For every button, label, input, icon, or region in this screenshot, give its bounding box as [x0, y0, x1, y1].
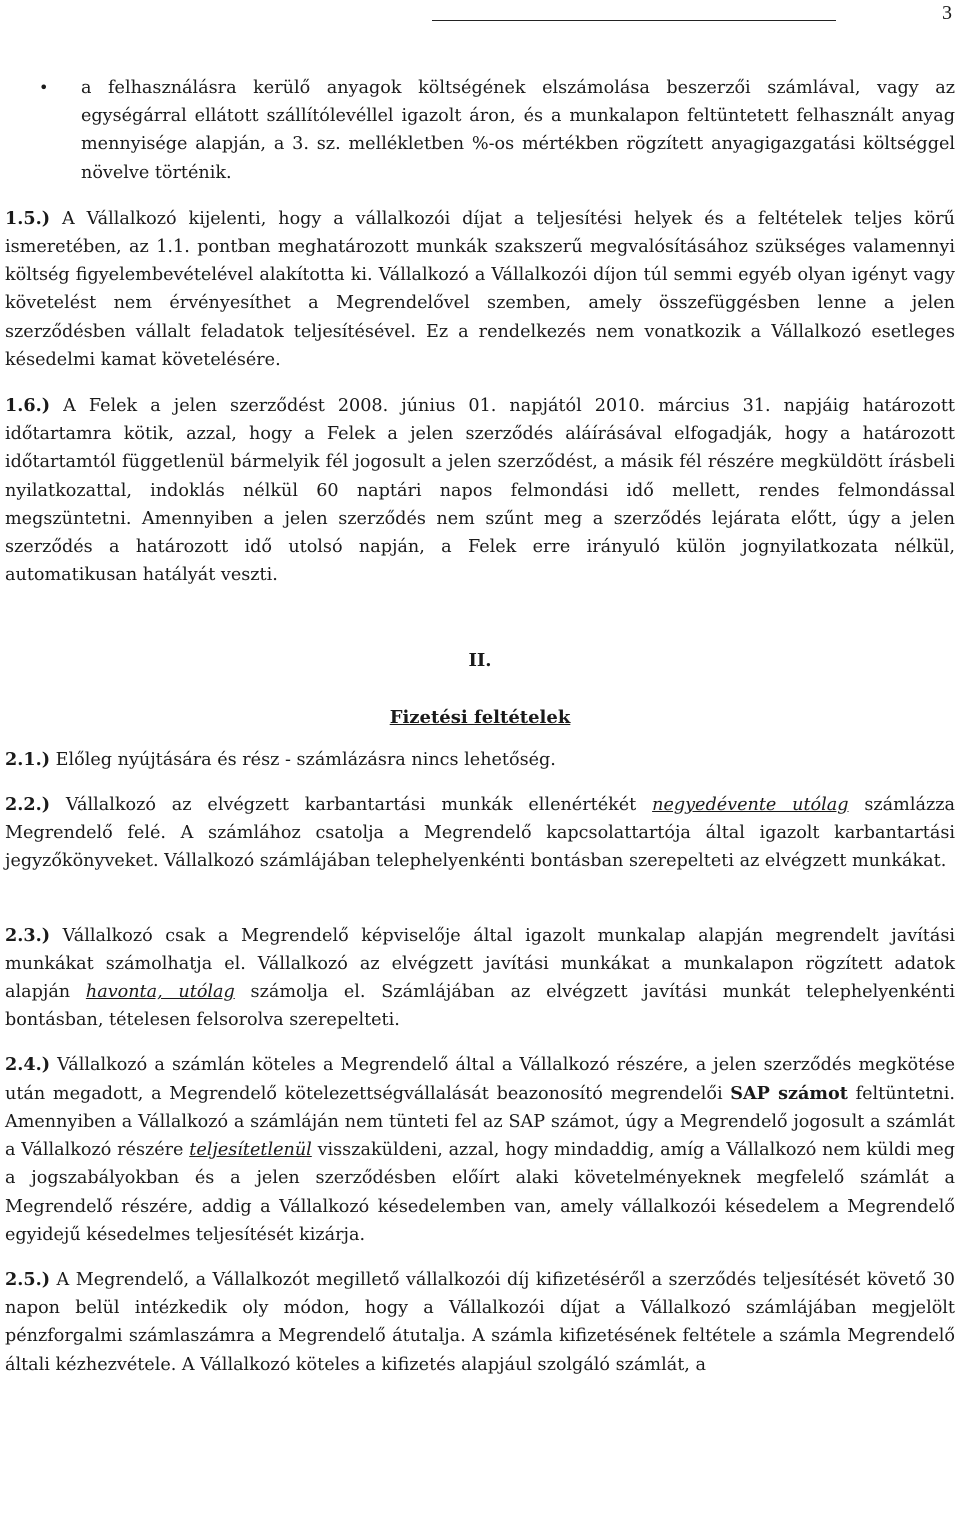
page-number: 3	[942, 2, 952, 24]
bullet-text: a felhasználásra kerülő anyagok költségének elszámolása beszerzői számlával, vagy az egységárral ellátott szállítólevéllel igazolt áron, és a munkalapon feltüntetett felhasznált anyag mennyisége alapján, a 3. sz. mellékletben %-os mértékben rögzített anyagigazgatási költséggel növelve történik.	[81, 78, 955, 183]
header-rule	[432, 20, 836, 21]
section-1-5	[5, 205, 955, 374]
section-2-5	[5, 1266, 955, 1379]
section-text: Vállalkozó az elvégzett karbantartási munkák ellenértékét	[50, 795, 653, 816]
section-text: feltüntetni. Amennyiben a Vállalkozó a számláján nem tünteti fel az SAP számot, úgy a Megrendelő jogosult a számlát a Vállalkozó részére	[5, 1083, 955, 1161]
section-text: A Felek a jelen szerződést 2008. június 01. napjától 2010. március 31. napjáig határozott időtartamra kötik, azzal, hogy a Felek a jelen szerződés aláírásával elfogadják, hogy a határozott időtartamtól függetlenül bármelyik fél jogosult a jelen szerződést, a másik fél részére megküldött írásbeli nyilatkozattal, indoklás nélkül 60 naptári napos felmondási idő mellett, rendes felmondással megszüntetni. Amennyiben a jelen szerződés nem szűnt meg a szerződés lejárata előtt, úgy a jelen szerződés a határozott idő utolsó napján, a Felek erre irányuló külön jognyilatkozata nélkül, automatikusan hatályát veszti.	[5, 396, 955, 586]
section-number: 1.6.)	[5, 395, 51, 417]
section-text: Előleg nyújtására és rész - számlázásra nincs lehetőség.	[50, 749, 556, 770]
section-text: Vállalkozó csak a Megrendelő képviselője által igazolt munkalap alapján megrendelt javítási munkákat számolhatja el. Vállalkozó az elvégzett javítási munkákat a munkalapon rögzített adatok alapján	[5, 925, 955, 1003]
section-text: visszaküldeni, azzal, hogy mindaddig, amíg a Vállalkozó nem küldi meg a jogszabályokban és a jelen szerződésben előírt alaki követelményeknek megfelelő számlát a Megrendelő részére, addig a Vállalkozó késedelemben van, amely vállalkozói késedelem a Megrendelő egyidejű késedelmes teljesítését kizárja.	[5, 1140, 956, 1245]
chapter-number: II.	[468, 650, 492, 672]
document-body	[5, 74, 955, 1379]
section-emphasis: negyedévente utólag	[652, 795, 849, 816]
section-2-4	[5, 1051, 955, 1248]
section-text: A Megrendelő, a Vállalkozót megillető vállalkozói díj kifizetéséről a szerződés teljesítését követő 30 napon belül intézkedik oly módon, hogy a Vállalkozói díjat a Vállalkozó számlájában megjelölt pénzforgalmi számlaszámra a Megrendelő átutalja. A számla kifizetésének feltétele a számla Megrendelő általi kézhezvétele. A Vállalkozó köteles a kifizetés alapjául szolgáló számlát, a	[5, 1269, 955, 1375]
chapter-title: Fizetési feltételek	[389, 706, 571, 728]
section-text: számlázza Megrendelő felé. A számlához csatolja a Megrendelő kapcsolattartója által igazolt karbantartási jegyzőkönyveket. Vállalkozó számlájában telephelyenkénti bontásban szerepelteti az elvégzett munkákat.	[5, 795, 955, 872]
section-number: 2.4.)	[5, 1054, 51, 1076]
bullet-item	[5, 74, 955, 187]
section-text: számolja el. Számlájában az elvégzett javítási munkát telephelyenkénti bontásban, tételesen felsorolva szerepelteti.	[5, 982, 955, 1031]
section-number: 2.2.)	[5, 794, 51, 816]
section-text: A Vállalkozó kijelenti, hogy a vállalkozói díjat a teljesítési helyek és a feltételek teljes körű ismeretében, az 1.1. pontban meghatározott munkák szakszerű megvalósításához szükséges valamennyi költség figyelembevételével alakította ki. Vállalkozó a Vállalkozói díjon túl semmi egyéb olyan igényt vagy követelést nem érvényesíthet a Megrendelővel szemben, amely összefüggésben lenne a jelen szerződésben vállalt feladatok teljesítésével. Ez a rendelkezés nem vonatkozik a Vállalkozó esetleges késedelmi kamat követelésére.	[5, 208, 955, 370]
section-2-3	[5, 922, 955, 1035]
section-2-1	[5, 746, 955, 774]
section-number: 1.5.)	[5, 207, 51, 229]
section-emphasis: teljesítetlenül	[189, 1140, 312, 1161]
section-emphasis: havonta, utólag	[85, 982, 235, 1003]
section-2-2	[5, 791, 955, 876]
section-number: 2.3.)	[5, 924, 51, 946]
section-1-6	[5, 392, 955, 589]
section-bold: SAP számot	[730, 1082, 848, 1104]
section-number: 2.5.)	[5, 1268, 51, 1290]
section-number: 2.1.)	[5, 748, 51, 770]
section-text: Vállalkozó a számlán köteles a Megrendelő által a Vállalkozó részére, a jelen szerződés megkötése után megadott, a Megrendelő kötelezettségvállalását beazonosító megrendelői	[5, 1055, 955, 1104]
bullet-icon: •	[39, 78, 49, 97]
